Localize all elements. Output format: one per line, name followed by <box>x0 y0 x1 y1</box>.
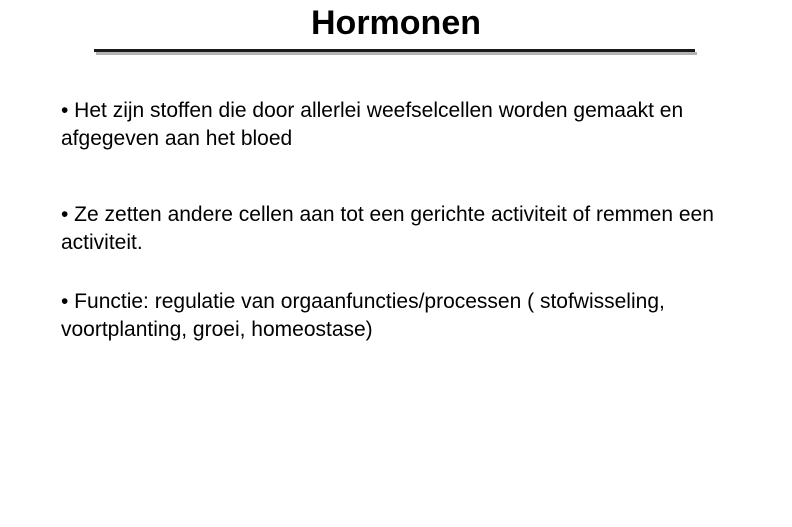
bullet-point-function: • Functie: regulatie van orgaanfuncties/processen ( stofwisseling, voortplanting, groei, homeostase) <box>61 290 665 341</box>
bullet-point-definition: • Het zijn stoffen die door allerlei weefselcellen worden gemaakt en afgegeven aan het bloed <box>61 99 684 150</box>
title-underline <box>94 49 695 52</box>
bullet-point-action: • Ze zetten andere cellen aan tot een gerichte activiteit of remmen een activiteit. <box>61 203 714 254</box>
slide-title: Hormonen <box>311 4 481 42</box>
